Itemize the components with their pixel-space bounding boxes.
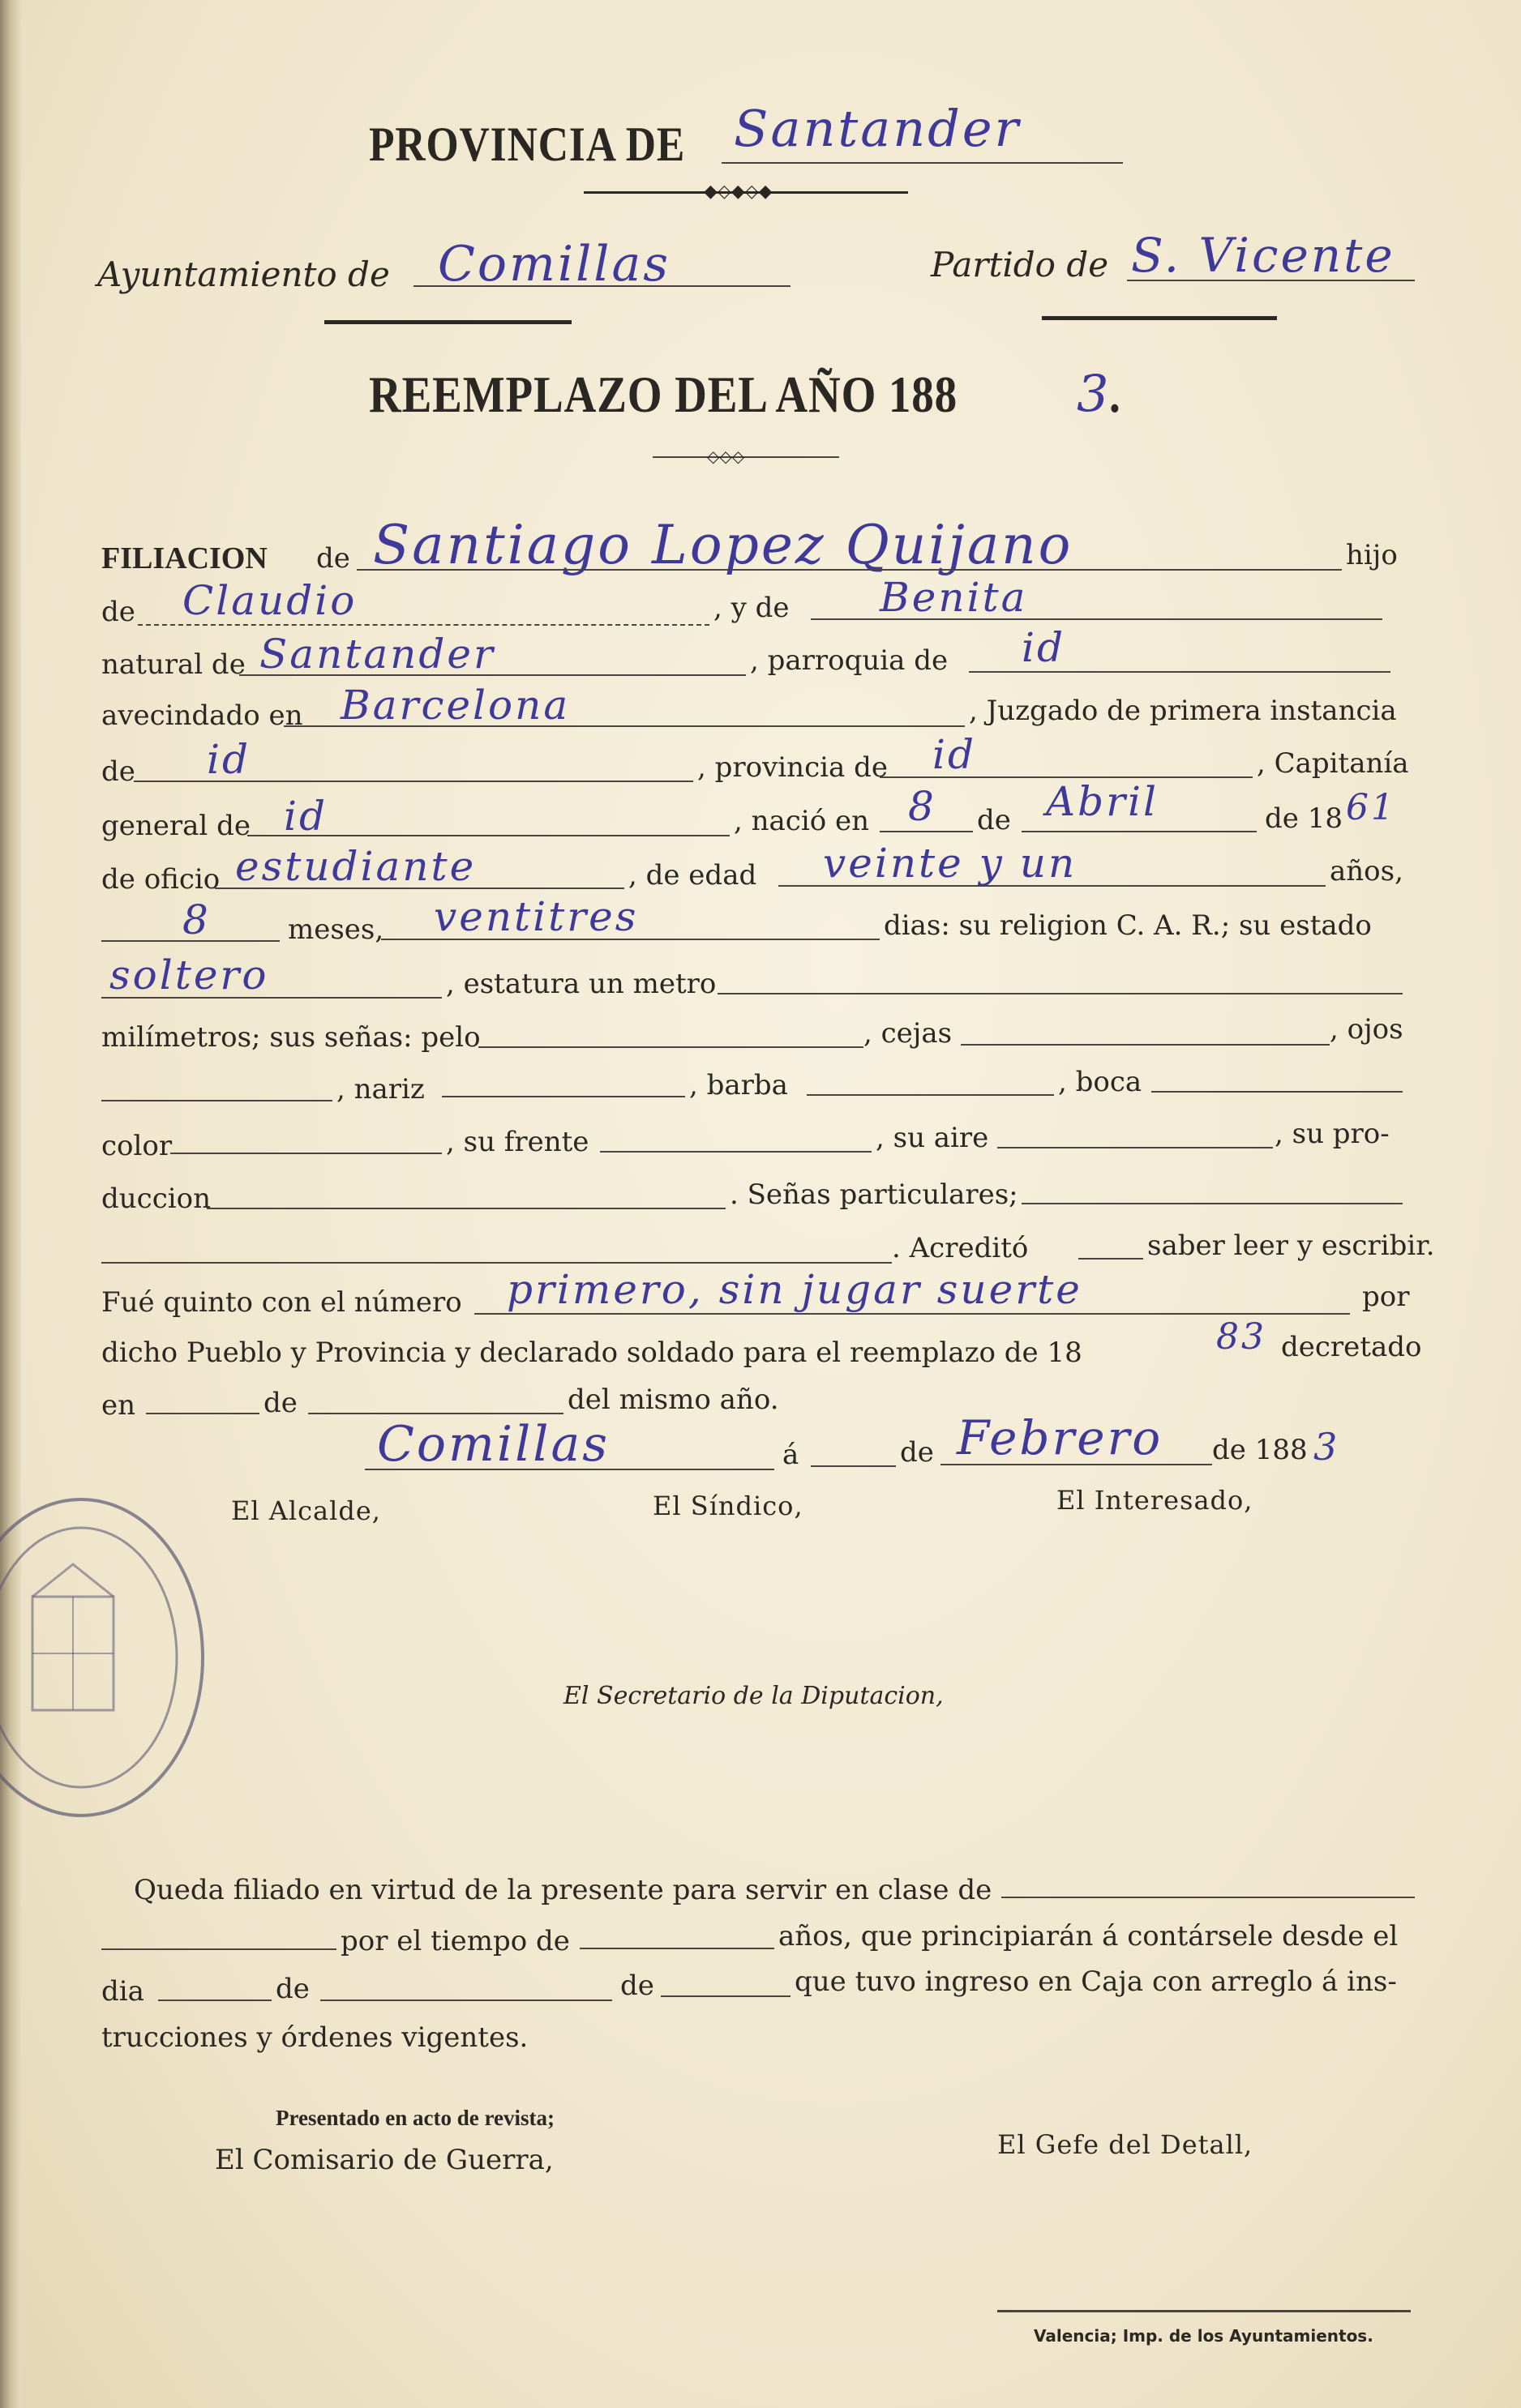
filiado-line: Queda filiado en virtud de la presente para servir en clase de [134,1874,992,1906]
dia-de-label: de [276,1973,310,2005]
boca-label: , boca [1058,1066,1142,1098]
partido-label: Partido de [931,245,1109,284]
nacio-year-suffix: 61 [1346,787,1396,828]
rule-left [324,320,572,324]
duccion-label: duccion [101,1183,211,1215]
parroquia-label: , parroquia de [750,644,949,677]
sign-year-digit: 3 [1313,1425,1340,1469]
book-binding-edge [0,0,21,2408]
secretario-label: El Secretario de la Diputacion, [563,1682,944,1710]
quinto-underline [474,1313,1350,1315]
filiacion-de: de [316,542,350,575]
estado-underline [101,997,442,999]
saber-label: saber leer y escribir. [1147,1230,1435,1262]
nacio-month-underline [1022,831,1257,832]
barba-underline [807,1094,1054,1096]
edad-label: , de edad [628,859,757,892]
reemplazo-period: . [1109,366,1121,423]
soldier-name: Santiago Lopez Quijano [373,514,1073,576]
estatura-label: , estatura un metro [446,968,717,1000]
oficio-underline [215,887,624,889]
nacio-day: 8 [908,783,936,830]
partido-value: S. Vicente [1131,228,1395,283]
mother-underline [811,618,1382,620]
comisario-label: El Comisario de Guerra, [215,2144,554,2176]
general-underline [247,835,730,836]
nacio-year-prefix: de 18 [1265,802,1343,835]
hijo-label: hijo [1346,539,1398,571]
parroquia-value: id [1022,624,1065,671]
juzgado-value: id [207,736,251,783]
meses-value: 8 [182,896,211,943]
reemplazo-year-digit: 3 [1077,364,1112,423]
boca-underline [1151,1091,1403,1093]
dia-de2-label: de [620,1970,654,2002]
name-underline [357,569,1342,571]
dia-year-underline [661,1995,790,1997]
month-value: Febrero [957,1410,1163,1465]
capitania-label: , Capitanía [1257,747,1409,780]
provincia-de-value: id [932,731,976,778]
avecindado-label: avecindado en [101,699,303,732]
de-label: de [263,1387,298,1419]
frente-label: , su frente [446,1126,589,1158]
en-label: en [101,1389,136,1422]
natural-underline [239,674,746,676]
imprenta-label: Valencia; Imp. de los Ayuntamientos. [1034,2326,1373,2346]
mother-prefix: , y de [713,592,790,624]
senas-underline [1022,1203,1403,1204]
quinto-label: Fué quinto con el número [101,1286,462,1319]
place-value: Comillas [377,1416,611,1473]
pro-label: , su pro- [1275,1118,1390,1150]
anos-label: años, [1330,855,1403,887]
milimetros-label: milímetros; sus señas: pelo [101,1021,481,1054]
parroquia-underline [969,671,1390,673]
trucciones-label: trucciones y órdenes vigentes. [101,2021,529,2054]
provincia-underline [722,162,1123,164]
dia-label: dia [101,1975,144,2008]
provincia-de-label: , provincia de [697,751,888,784]
color-underline [170,1153,442,1154]
father-name: Claudio [182,577,358,624]
ojos-label: , ojos [1330,1013,1403,1046]
general-label: general de [101,810,251,842]
interesado-label: El Interesado, [1056,1485,1253,1516]
edad-underline [778,885,1326,887]
general-value: id [284,793,328,840]
clase-underline-2 [101,1948,336,1950]
pelo-underline [478,1046,863,1048]
juzgado-prefix: de [101,755,135,788]
oficio-value: estudiante [235,843,477,890]
frente-underline [600,1151,872,1153]
ayuntamiento-label: Ayuntamiento de [97,254,390,294]
place-underline [365,1469,774,1470]
month-underline [940,1464,1212,1465]
nacio-day-underline [880,831,973,832]
juzgado-underline [134,781,693,782]
oficio-label: de oficio [101,863,221,896]
barba-label: , barba [689,1069,788,1101]
ornament-mid: ◇◇◇ [707,447,745,466]
dias-label: dias: su religion C. A. R.; su estado [884,909,1372,942]
en-underline [146,1413,259,1414]
presentado-label: Presentado en acto de revista; [276,2106,555,2130]
avecindado-underline [284,725,965,727]
ornament-center: ◆◇◆◇◆ [704,182,773,202]
father-prefix: de [101,596,135,628]
quinto-line2-year: 83 [1216,1316,1266,1358]
nacio-month-prefix: de [977,804,1011,836]
decretado-label: decretado [1281,1331,1422,1363]
meses-underline [101,940,280,942]
estatura-underline [718,993,1403,994]
por-label: por [1362,1281,1410,1313]
natural-value: Santander [259,631,495,678]
day-underline [811,1465,896,1467]
father-underline [138,624,709,626]
anos-line-label: años, que principiarán á contársele desde el [778,1920,1399,1952]
edad-value: veinte y un [823,840,1078,887]
nariz-underline [442,1096,685,1097]
sindico-label: El Síndico, [653,1491,803,1521]
gefe-label: El Gefe del Detall, [997,2129,1253,2160]
senas-underline-2 [101,1262,892,1264]
quinto-number: primero, sin jugar suerte [507,1266,1082,1313]
imprenta-rule [997,2310,1411,2312]
ojos-underline [101,1100,332,1101]
acredito-underline [1078,1258,1143,1260]
dias-value: ventitres [434,893,639,940]
ayuntamiento-value: Comillas [438,236,671,293]
dia-month-underline [320,2000,612,2001]
dias-underline [381,939,880,940]
provincia-label: PROVINCIA DE [369,118,686,171]
dia-underline [158,2000,272,2001]
quinto-line2: dicho Pueblo y Provincia y declarado soldado para el reemplazo de 18 [101,1337,1082,1369]
provincia-value: Santander [734,99,1022,158]
meses-label: meses, [288,913,384,946]
juzgado-label: , Juzgado de primera instancia [969,695,1397,727]
place-a: á [782,1439,799,1471]
acredito-label: . Acreditó [892,1232,1029,1264]
alcalde-label: El Alcalde, [231,1495,381,1526]
cejas-label: , cejas [863,1017,953,1050]
clase-underline [1001,1897,1415,1898]
aire-label: , su aire [876,1122,989,1154]
nacio-label: , nació en [734,805,869,837]
avecindado-value: Barcelona [341,682,571,729]
partido-underline [1127,280,1415,281]
tiempo-label: por el tiempo de [341,1925,570,1957]
cejas-underline [961,1044,1330,1046]
month-prefix: de [900,1436,934,1469]
aire-underline [997,1147,1273,1148]
nariz-label: , nariz [336,1073,425,1106]
filiacion-label: FILIACION [101,541,268,575]
ayuntamiento-underline [413,285,790,287]
color-label: color [101,1130,173,1162]
duccion-underline [207,1208,726,1209]
ingreso-label: que tuvo ingreso en Caja con arreglo á ins- [795,1965,1397,1998]
ornament-rule-mid [653,456,839,458]
nacio-month: Abril [1046,778,1159,825]
sign-year-prefix: de 188 [1212,1434,1308,1466]
de-underline [308,1413,563,1414]
mismo-label: del mismo año. [568,1384,779,1416]
estado-value: soltero [109,952,269,999]
reemplazo-label: REEMPLAZO DEL AÑO 188 [369,366,958,423]
tiempo-underline [580,1948,774,1949]
rule-right [1042,316,1277,320]
municipal-seal [0,1483,211,1824]
natural-label: natural de [101,648,246,681]
mother-name: Benita [880,574,1028,621]
senas-label: . Señas particulares; [730,1178,1018,1211]
